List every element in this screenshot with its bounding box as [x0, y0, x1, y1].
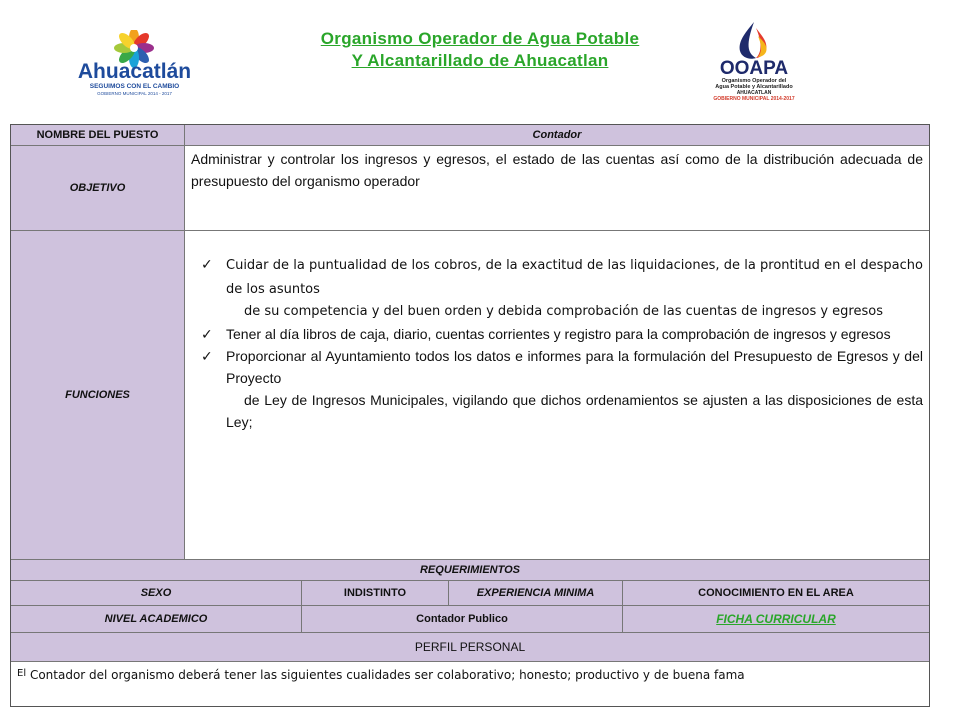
job-description-table [10, 124, 930, 707]
ficha-curricular-link[interactable]: FICHA CURRICULAR [716, 612, 836, 626]
requerimientos-header: REQUERIMIENTOS [419, 564, 521, 576]
ooapa-line-4: GOBIERNO MUNICIPAL 2014-2017 [713, 96, 795, 102]
checkmark-icon: ✓ [201, 326, 213, 342]
ahuacatlan-name: Ahuacatlán [77, 60, 192, 83]
organization-title [270, 28, 690, 72]
ahuacatlan-subtagline: GOBIERNO MUNICIPAL 2014 - 2017 [97, 91, 172, 96]
perfil-header: PERFIL PERSONAL [414, 640, 526, 654]
funcion-3-part-a: Proporcionar al Ayuntamiento todos los datos e informes para la formulación del Presupuesto de Egresos y del Proyecto [226, 348, 923, 386]
row-objetivo [11, 146, 929, 231]
checkmark-icon: ✓ [201, 256, 213, 272]
checkmark-icon: ✓ [201, 348, 213, 364]
sexo-value: INDISTINTO [302, 581, 449, 605]
title-line-1: Organismo Operador de Agua Potable [320, 29, 640, 48]
ahuacatlan-tagline: SEGUIMOS CON EL CAMBIO [89, 83, 180, 90]
nombre-value: Contador [185, 125, 929, 145]
funcion-1-part-b: de su competencia y del buen orden y debida comprobación de las cuentas de ingresos y egresos [244, 304, 883, 319]
perfil-value: Contador del organismo deberá tener las siguientes cualidades ser colaborativo; honesto; productivo y de buena fama [29, 668, 745, 682]
conocimiento-label: CONOCIMIENTO EN EL AREA [623, 581, 929, 605]
row-perfil-header [11, 633, 929, 662]
funcion-1-part-a: Cuidar de la puntualidad de los cobros, de la exactitud de las liquidaciones, de la prontitud en el despacho de los asuntos [226, 258, 923, 297]
ahuacatlan-logo [62, 30, 207, 100]
funciones-list [185, 231, 929, 559]
funcion-3-part-b: de Ley de Ingresos Municipales, vigilando que dichos ordenamientos se ajusten a las disposiciones de esta Ley; [226, 392, 923, 430]
sexo-label: SEXO [11, 581, 302, 605]
funcion-item [191, 253, 923, 323]
experiencia-label: EXPERIENCIA MINIMA [449, 581, 623, 605]
funciones-label: FUNCIONES [11, 231, 185, 559]
funcion-item [191, 323, 923, 345]
objetivo-label: OBJETIVO [11, 146, 185, 230]
ooapa-line-2: Agua Potable y Alcantarillado [715, 84, 793, 90]
row-funciones [11, 231, 929, 560]
document-header [0, 0, 960, 120]
ooapa-logo [700, 20, 808, 102]
perfil-text [11, 662, 929, 706]
funcion-2: Tener al día libros de caja, diario, cuentas corrientes y registro para la comprobación de ingresos y egresos [226, 326, 891, 342]
row-sexo [11, 581, 929, 606]
ficha-cell [623, 606, 929, 632]
row-nombre [11, 125, 929, 146]
title-line-2: Y Alcantarillado de Ahuacatlan [351, 51, 609, 70]
objetivo-value: Administrar y controlar los ingresos y egresos, el estado de las cuentas así como de la distribución adecuada de presupuesto del organismo operador [191, 151, 923, 189]
perfil-prefix: El [17, 668, 27, 679]
ooapa-drop-icon [700, 20, 808, 60]
nombre-label: NOMBRE DEL PUESTO [11, 125, 185, 145]
row-requerimientos [11, 560, 929, 581]
ooapa-line-3: AHUACATLAN [736, 90, 772, 96]
row-nivel [11, 606, 929, 633]
row-perfil [11, 662, 929, 706]
nivel-value: Contador Publico [302, 606, 623, 632]
funcion-item [191, 345, 923, 433]
nivel-label: NIVEL ACADEMICO [11, 606, 302, 632]
ooapa-line-1: Organismo Operador del [721, 78, 787, 84]
ooapa-name: OOAPA [719, 58, 789, 79]
